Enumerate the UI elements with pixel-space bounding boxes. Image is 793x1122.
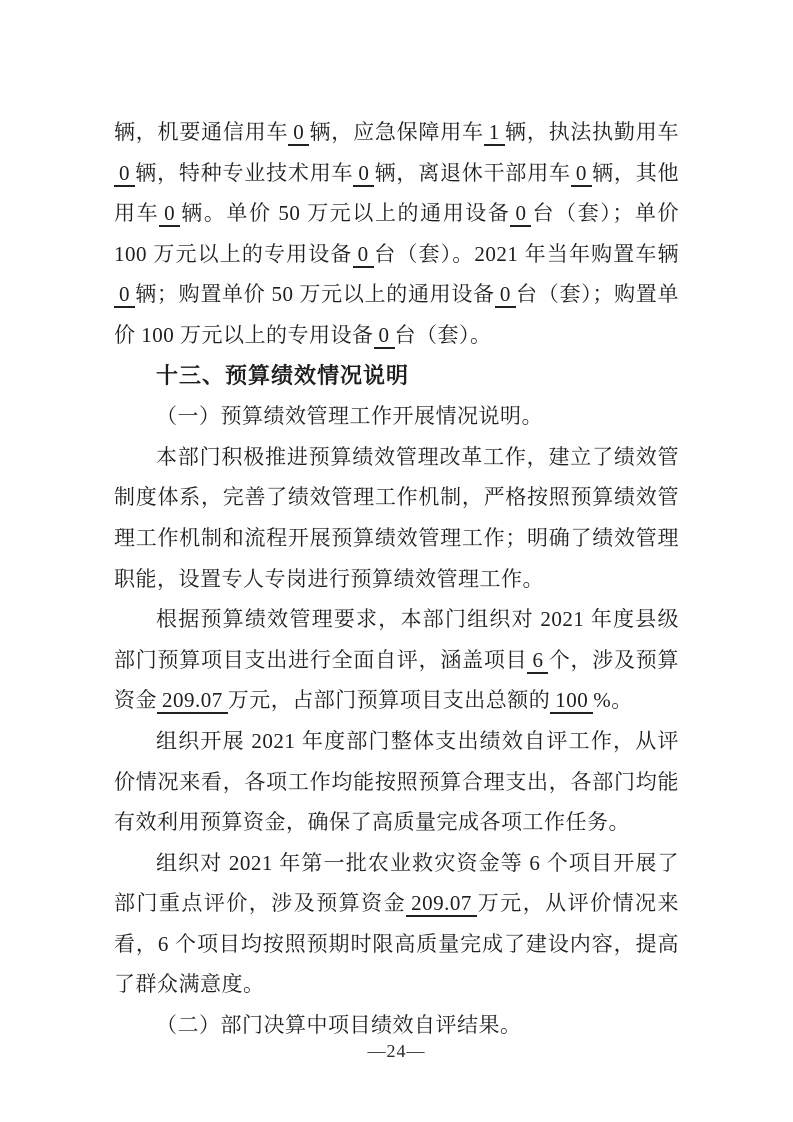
text-line bbox=[114, 437, 679, 478]
text-line bbox=[114, 762, 679, 803]
section-heading bbox=[114, 356, 679, 397]
underlined-value: 6 bbox=[527, 648, 548, 674]
text-run: （一）预算绩效管理工作开展情况说明。 bbox=[156, 404, 543, 429]
text-run: 部门重点评价，涉及预算资金 bbox=[114, 891, 407, 916]
text-run: 台（套）。2021 年当年购置车辆 bbox=[373, 241, 680, 266]
text-run: 有效利用预算资金，确保了高质量完成各项工作任务。 bbox=[114, 810, 630, 835]
text-line bbox=[114, 193, 679, 234]
document-body bbox=[114, 112, 679, 1046]
text-line bbox=[114, 112, 679, 153]
underlined-value: 209.07 bbox=[157, 688, 228, 714]
underlined-value: 0 bbox=[353, 242, 374, 268]
subsection-heading bbox=[114, 396, 679, 437]
text-run: 辆，离退休干部用车 bbox=[374, 160, 571, 185]
text-run: 个，涉及预算 bbox=[548, 647, 680, 672]
text-line bbox=[114, 802, 679, 843]
text-line bbox=[114, 599, 679, 640]
text-run: 看，6 个项目均按照预期时限高质量完成了建设内容，提高 bbox=[114, 931, 679, 956]
text-run: 制度体系，完善了绩效管理工作机制，严格按照预算绩效管 bbox=[114, 485, 679, 510]
page-footer bbox=[0, 1041, 793, 1062]
underlined-value: 0 bbox=[495, 282, 516, 308]
text-line bbox=[114, 640, 679, 681]
text-line bbox=[114, 721, 679, 762]
text-line bbox=[114, 274, 679, 315]
text-line bbox=[114, 843, 679, 884]
underlined-value: 1 bbox=[484, 120, 505, 146]
text-line bbox=[114, 477, 679, 518]
underlined-value: 0 bbox=[571, 161, 592, 187]
underlined-value: 209.07 bbox=[406, 891, 477, 917]
text-run: 本部门积极推进预算绩效管理改革工作，建立了绩效管 bbox=[156, 444, 679, 469]
text-run: 100 万元以上的专用设备 bbox=[114, 241, 353, 266]
text-line bbox=[114, 153, 679, 194]
text-run: 价情况来看，各项工作均能按照预算合理支出，各部门均能 bbox=[114, 769, 679, 794]
text-run: 价 100 万元以上的专用设备 bbox=[114, 322, 374, 347]
text-run: 十三、预算绩效情况说明 bbox=[156, 362, 410, 388]
text-run: 辆，执法执勤用车 bbox=[504, 120, 680, 144]
text-run: 资金 bbox=[114, 688, 157, 713]
text-line bbox=[114, 883, 679, 924]
page-number: —24— bbox=[367, 1041, 426, 1061]
text-run: 万元，从评价情况来 bbox=[476, 891, 680, 916]
underlined-value: 0 bbox=[374, 323, 395, 349]
text-line bbox=[114, 518, 679, 559]
text-run: 部门预算项目支出进行全面自评，涵盖项目 bbox=[114, 647, 528, 672]
text-run: 辆；购置单价 50 万元以上的通用设备 bbox=[135, 282, 495, 307]
text-run: 职能，设置专人专岗进行预算绩效管理工作。 bbox=[114, 566, 544, 591]
text-run: （二）部门决算中项目绩效自评结果。 bbox=[156, 1013, 522, 1038]
text-run: %。 bbox=[593, 688, 633, 713]
underlined-value: 0 bbox=[353, 161, 374, 187]
text-run: 根据预算绩效管理要求，本部门组织对 2021 年度县级 bbox=[156, 607, 679, 632]
text-run: 组织开展 2021 年度部门整体支出绩效自评工作，从评 bbox=[156, 728, 679, 753]
text-run: 了群众满意度。 bbox=[114, 972, 265, 997]
text-line bbox=[114, 234, 679, 275]
text-line bbox=[114, 680, 679, 721]
text-line bbox=[114, 559, 679, 600]
subsection-heading bbox=[114, 1005, 679, 1046]
underlined-value: 0 bbox=[288, 120, 309, 146]
text-run: 理工作机制和流程开展预算绩效管理工作；明确了绩效管理 bbox=[114, 525, 679, 550]
underlined-value: 100 bbox=[550, 688, 593, 714]
text-run: 台（套）；购置单 bbox=[515, 282, 680, 307]
text-line bbox=[114, 924, 679, 965]
text-run: 辆，其他 bbox=[591, 160, 680, 185]
text-run: 台（套）。 bbox=[394, 322, 492, 347]
text-run: 辆。单价 50 万元以上的通用设备 bbox=[180, 201, 511, 226]
text-line bbox=[114, 315, 679, 356]
text-run: 辆，机要通信用车 bbox=[114, 120, 289, 144]
underlined-value: 0 bbox=[114, 161, 135, 187]
underlined-value: 0 bbox=[114, 282, 135, 308]
underlined-value: 0 bbox=[510, 201, 531, 227]
text-run: 用车 bbox=[114, 201, 160, 226]
text-run: 辆，应急保障用车 bbox=[309, 120, 484, 144]
text-run: 组织对 2021 年第一批农业救灾资金等 6 个项目开展了 bbox=[156, 850, 679, 875]
text-line bbox=[114, 964, 679, 1005]
text-run: 台（套）；单价 bbox=[531, 201, 680, 226]
underlined-value: 0 bbox=[159, 201, 180, 227]
text-run: 辆，特种专业技术用车 bbox=[135, 160, 354, 185]
text-run: 万元，占部门预算项目支出总额的 bbox=[227, 688, 551, 713]
